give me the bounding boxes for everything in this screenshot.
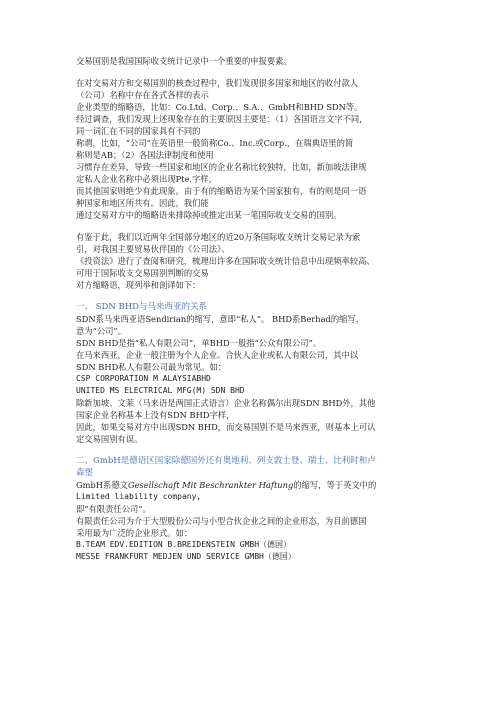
paragraph-line: 通过交易对方中的缩略语来排除掉或推定出某一笔国际收支交易的国别。 xyxy=(76,210,342,220)
paragraph-line: 国家企业名称基本上没有SDN BHD字样， xyxy=(76,410,235,420)
paragraph-line: 而其他国家则绝少有此现象。由于有的缩略语为某个国家独有，有的则是同一语 xyxy=(76,186,367,196)
section-2-body xyxy=(76,479,416,563)
paragraph-line: 可用于国际收支交易国别判断的交易 xyxy=(76,268,209,278)
paragraph-line: 定交易国别有误。 xyxy=(76,434,143,444)
english-term: Limited liability company, xyxy=(76,492,202,501)
line-suffix: 的缩写，等于英文中的 xyxy=(293,480,377,490)
example-company: UNITED MS ELECTRICAL MFG(M) SDN BHD xyxy=(76,386,245,395)
paragraph-line: 有鉴于此，我们以近两年全国部分地区的近20万条国际收支统计交易记录为索 xyxy=(76,232,361,242)
paragraph-line: 同一词汇在不同的国家具有不同的 xyxy=(76,126,201,136)
paragraph-line: 有限责任公司为介于大型股份公司与小型合伙企业之间的企业形态，为目前德国 xyxy=(76,516,367,526)
intro-paragraph-1: 交易国别是我国国际收支统计记录中一个重要的申报要素。 xyxy=(76,56,292,66)
paragraph-line: 《投资法》进行了查阅和研究，梳理出许多在国际收支统计信息中出现频率较高、 xyxy=(76,256,375,266)
paragraph-line: SDN系马来西亚语Sendirian的缩写，意即“私人”。 BHD系Berhad的缩写， xyxy=(76,314,365,324)
paragraph-line: 对方缩略语，现列举和剖译如下： xyxy=(76,280,201,290)
heading-line: 二、GmbH是德语区国家除德国外还有奥地利、列支敦士登、瑞士、比利时和卢 xyxy=(76,456,376,466)
paragraph-line: 意为“公司”。 xyxy=(76,326,126,336)
paragraph-line: 习惯存在差异，导致一些国家和地区的企业名称比较独特，比如，新加坡法律规 xyxy=(76,162,367,172)
heading-line: 森堡 xyxy=(76,468,94,478)
paragraph-line: 即“有限责任公司”。 xyxy=(76,504,151,514)
paragraph-line: SDN BHD私人有限公司最为常见。如： xyxy=(76,362,227,372)
paragraph-line: 称则是AB；（2）各国法律制度和使用 xyxy=(76,150,214,160)
intro-paragraph-3 xyxy=(76,231,416,291)
example-company: CSP CORPORATION M ALAYSIABHD xyxy=(76,374,211,383)
paragraph-line xyxy=(76,479,416,491)
german-term: Gesellschaft Mit Beschrankter Haftung xyxy=(127,480,294,490)
paragraph-line: 经过调查，我们发现上述现象存在的主要原因主要是：（1）各国语言文字不同， xyxy=(76,114,368,124)
paragraph-line: 在马来西亚，企业一般注册为个人企业、合伙人企业或私人有限公司，其中以 xyxy=(76,350,359,360)
paragraph-line: 企业类型的缩略语，比如：Co.Ltd、Corp.、S.A.、GmbH和BHD SDN等。 xyxy=(76,102,363,112)
paragraph-line: 种国家和地区所共有。因此，我们能 xyxy=(76,198,209,208)
paragraph-line: （公司）名称中存在各式各样的表示 xyxy=(76,90,209,100)
intro-paragraph-2 xyxy=(76,77,416,221)
line-prefix: GmbH系德文 xyxy=(76,480,128,490)
section-2-heading xyxy=(76,455,416,479)
section-1-body xyxy=(76,313,416,445)
paragraph-line: 定私人企业名称中必须出现Pte.字样， xyxy=(76,174,217,184)
paragraph-line: 采用最为广泛的企业形式。如： xyxy=(76,528,193,538)
section-1-heading: 一、 SDN BHD与马来西亚的关系 xyxy=(76,302,207,312)
paragraph-line: 因此，如果交易对方中出现SDN BHD，而交易国别不是马来西亚，则基本上可认 xyxy=(76,422,376,432)
paragraph-line: 在对交易对方和交易国别的核查过程中，我们发现很多国家和地区的收付款人 xyxy=(76,78,359,88)
paragraph-line: 称谓，比如，“公司”在英语里一般简称Co.、Inc.或Corp.，在瑞典语里的简 xyxy=(76,138,354,148)
example-company: MESSE FRANKFURT MEDJEN UND SERVICE GMBH（德国） xyxy=(76,552,296,561)
paragraph-line: SDN BHD是指“私人有限公司”，单BHD一般指“公众有限公司”。 xyxy=(76,338,322,348)
paragraph-line: 引，对我国主要贸易伙伴国的《公司法》、 xyxy=(76,244,230,254)
document-page xyxy=(76,55,416,563)
paragraph-line: 除新加坡、文莱（马来语是两国正式语言）企业名称偶尔出现SDN BHD外，其他 xyxy=(76,398,376,408)
example-company: B.TEAM EDV.EDITION B.BREIDENSTEIN GMBH（德国） xyxy=(76,540,292,549)
